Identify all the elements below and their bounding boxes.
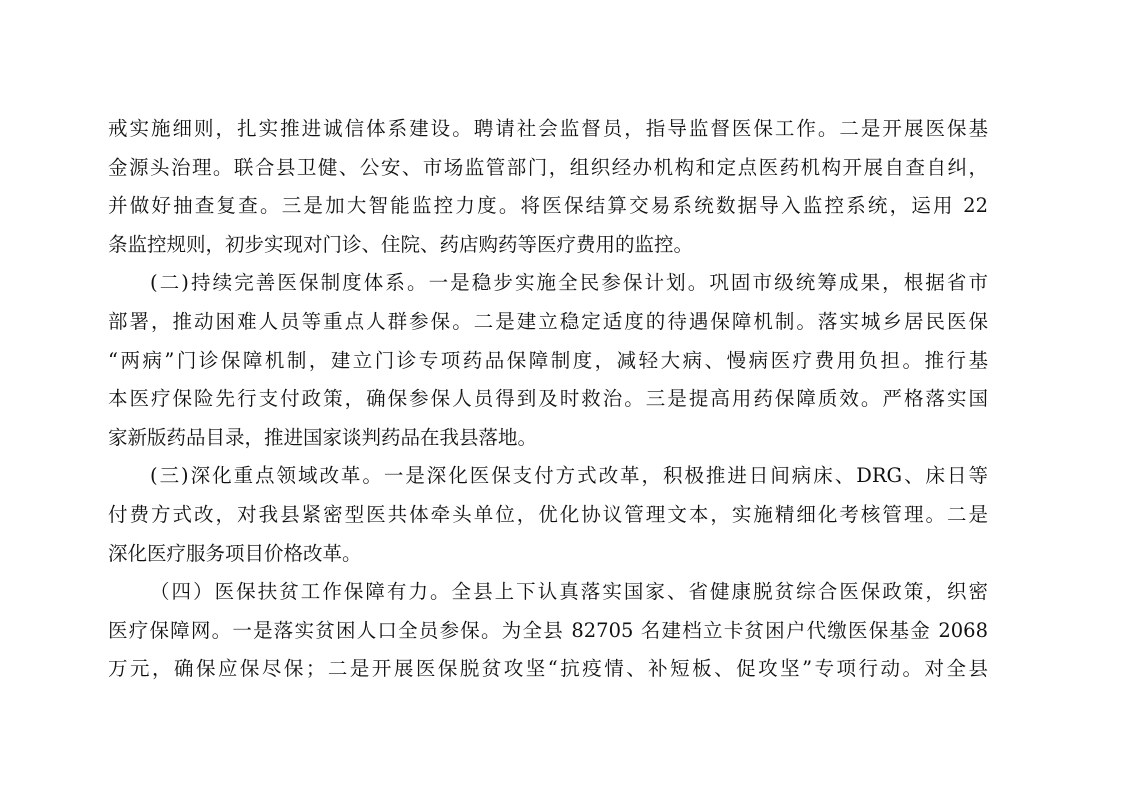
text-line: 医疗保障网。一是落实贫困人口全员参保。为全县 82705 名建档立卡贫困户代缴医保基金 2068 [108, 618, 988, 642]
text-line: 部署，推动困难人员等重点人群参保。二是建立稳定适度的待遇保障机制。落实城乡居民医保 [108, 309, 988, 333]
section-heading-line: （四）医保扶贫工作保障有力。全县上下认真落实国家、省健康脱贫综合医保政策，织密 [150, 580, 988, 604]
text-line: 家新版药品目录，推进国家谈判药品在我县落地。 [108, 425, 538, 449]
section-heading-line: (三)深化重点领域改革。一是深化医保支付方式改革，积极推进日间病床、DRG、床日等 [150, 464, 988, 488]
text-line: 金源头治理。联合县卫健、公安、市场监管部门，组织经办机构和定点医药机构开展自查自纠， [108, 155, 988, 179]
text-line: “两病”门诊保障机制，建立门诊专项药品保障制度，减轻大病、慢病医疗费用负担。推行基 [108, 348, 988, 372]
text-line: 本医疗保险先行支付政策，确保参保人员得到及时救治。三是提高用药保障质效。严格落实国 [108, 387, 988, 411]
text-line: 条监控规则，初步实现对门诊、住院、药店购药等医疗费用的监控。 [108, 232, 694, 256]
text-line: 并做好抽查复查。三是加大智能监控力度。将医保结算交易系统数据导入监控系统，运用 22 [108, 194, 988, 218]
section-heading-line: (二)持续完善医保制度体系。一是稳步实施全民参保计划。巩固市级统筹成果，根据省市 [150, 271, 988, 295]
text-line: 深化医疗服务项目价格改革。 [108, 541, 362, 565]
body-text [108, 110, 988, 689]
text-line: 万元，确保应保尽保；二是开展医保脱贫攻坚“抗疫情、补短板、促攻坚”专项行动。对全县 [108, 657, 988, 681]
text-line: 戒实施细则，扎实推进诚信体系建设。聘请社会监督员，指导监督医保工作。二是开展医保基 [108, 117, 988, 140]
text-line: 付费方式改，对我县紧密型医共体牵头单位，优化协议管理文本，实施精细化考核管理。二是 [108, 502, 988, 526]
